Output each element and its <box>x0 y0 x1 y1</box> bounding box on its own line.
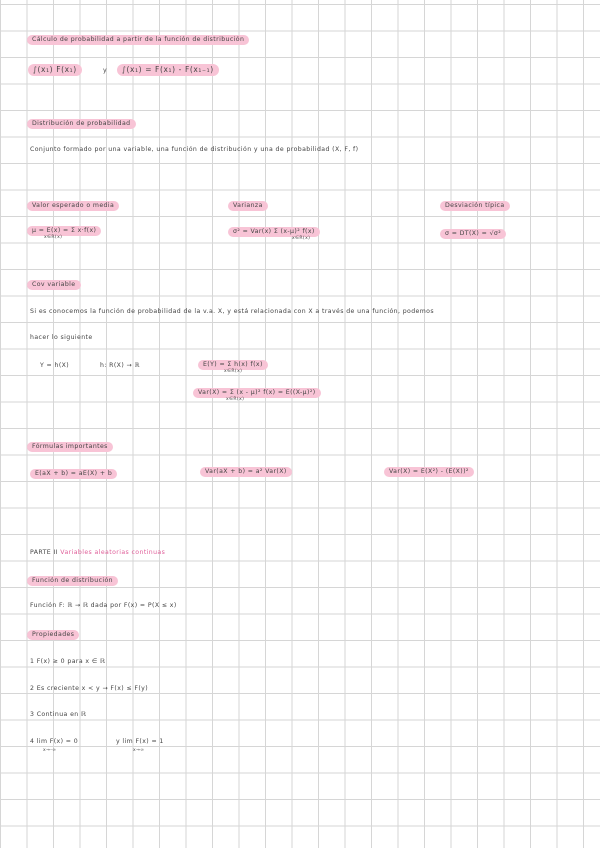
property-2: 2 Es creciente x < y → F(x) ≤ F(y) <box>30 685 149 692</box>
section-title-calc-prob: Cálculo de probabilidad a partir de la función de distribución <box>27 35 249 45</box>
cov-expected-y-subscript: x∈R(x) <box>224 369 243 374</box>
formula-variance-subscript: x∈R(x) <box>292 236 311 241</box>
distribution-function-definition: Función F: ℝ → ℝ dada por F(x) = P(X ≤ x) <box>30 602 177 609</box>
cov-text-line-2: hacer lo siguiente <box>30 334 93 341</box>
formula-expected-value-subscript: x∈R(x) <box>44 235 63 240</box>
cov-y-equals-h: Y = h(X) <box>40 362 70 369</box>
title-standard-deviation: Desviación típica <box>440 201 510 211</box>
section-title-important-formulas: Fórmulas importantes <box>27 442 113 452</box>
property-4-upper-subscript: x→∞ <box>133 748 145 753</box>
formula-f-difference: ∫(x₁) = F(x₁) - F(x₁₋₁) <box>117 64 219 76</box>
title-expected-value: Valor esperado o media <box>27 201 119 211</box>
cov-variance-formula: Var(X) = Σ (x - μ)² f(x) = E((X-μ)²) <box>193 388 321 398</box>
connector-y: y <box>103 67 108 74</box>
section-title-distribution: Distribución de probabilidad <box>27 119 136 129</box>
formula-linear-expectation: E(aX + b) = aE(X) + b <box>30 469 117 479</box>
property-1: 1 F(x) ≥ 0 para x ∈ ℝ <box>30 658 106 665</box>
part-label: PARTE II <box>30 549 58 556</box>
property-3: 3 Continua en ℝ <box>30 711 87 718</box>
formula-variance-identity: Var(X) = E(X²) - (E(X))² <box>384 467 474 477</box>
formula-linear-variance: Var(aX + b) = a² Var(X) <box>200 467 292 477</box>
formula-standard-deviation: σ = DT(X) = √σ² <box>440 229 506 239</box>
cov-text-line-1: Si es conocemos la función de probabilidad de la v.a. X, y está relacionada con X a través de una función, podemos <box>30 308 434 315</box>
formula-f-x1: ∫(x₁) F(x₁) <box>28 64 82 76</box>
property-4-upper-limit: y lim F(x) = 1 <box>116 738 164 745</box>
formula-variance: σ² = Var(x) Σ (x-μ)² f(x) <box>228 227 320 237</box>
part-title: Variables aleatorias continuas <box>60 549 166 556</box>
title-variance: Varianza <box>228 201 268 211</box>
cov-expected-y: E(Y) = Σ h(x) f(x) <box>198 360 268 370</box>
distribution-definition: Conjunto formado por una variable, una función de distribución y una de probabilidad (X, F, f) <box>30 146 359 153</box>
property-4-lower-limit: 4 lim F(x) = 0 <box>30 738 79 745</box>
cov-variance-subscript: x∈R(x) <box>226 397 245 402</box>
section-title-cov-variable: Cov variable <box>27 280 81 290</box>
cov-h-mapping: h: R(X) → ℝ <box>100 362 140 369</box>
formula-expected-value: μ = E(x) = Σ x·f(x) <box>27 226 101 236</box>
property-4-lower-subscript: x→-∞ <box>43 748 57 753</box>
title-distribution-function: Función de distribución <box>27 576 118 586</box>
part-heading <box>30 550 165 556</box>
title-properties: Propiedades <box>27 630 79 640</box>
